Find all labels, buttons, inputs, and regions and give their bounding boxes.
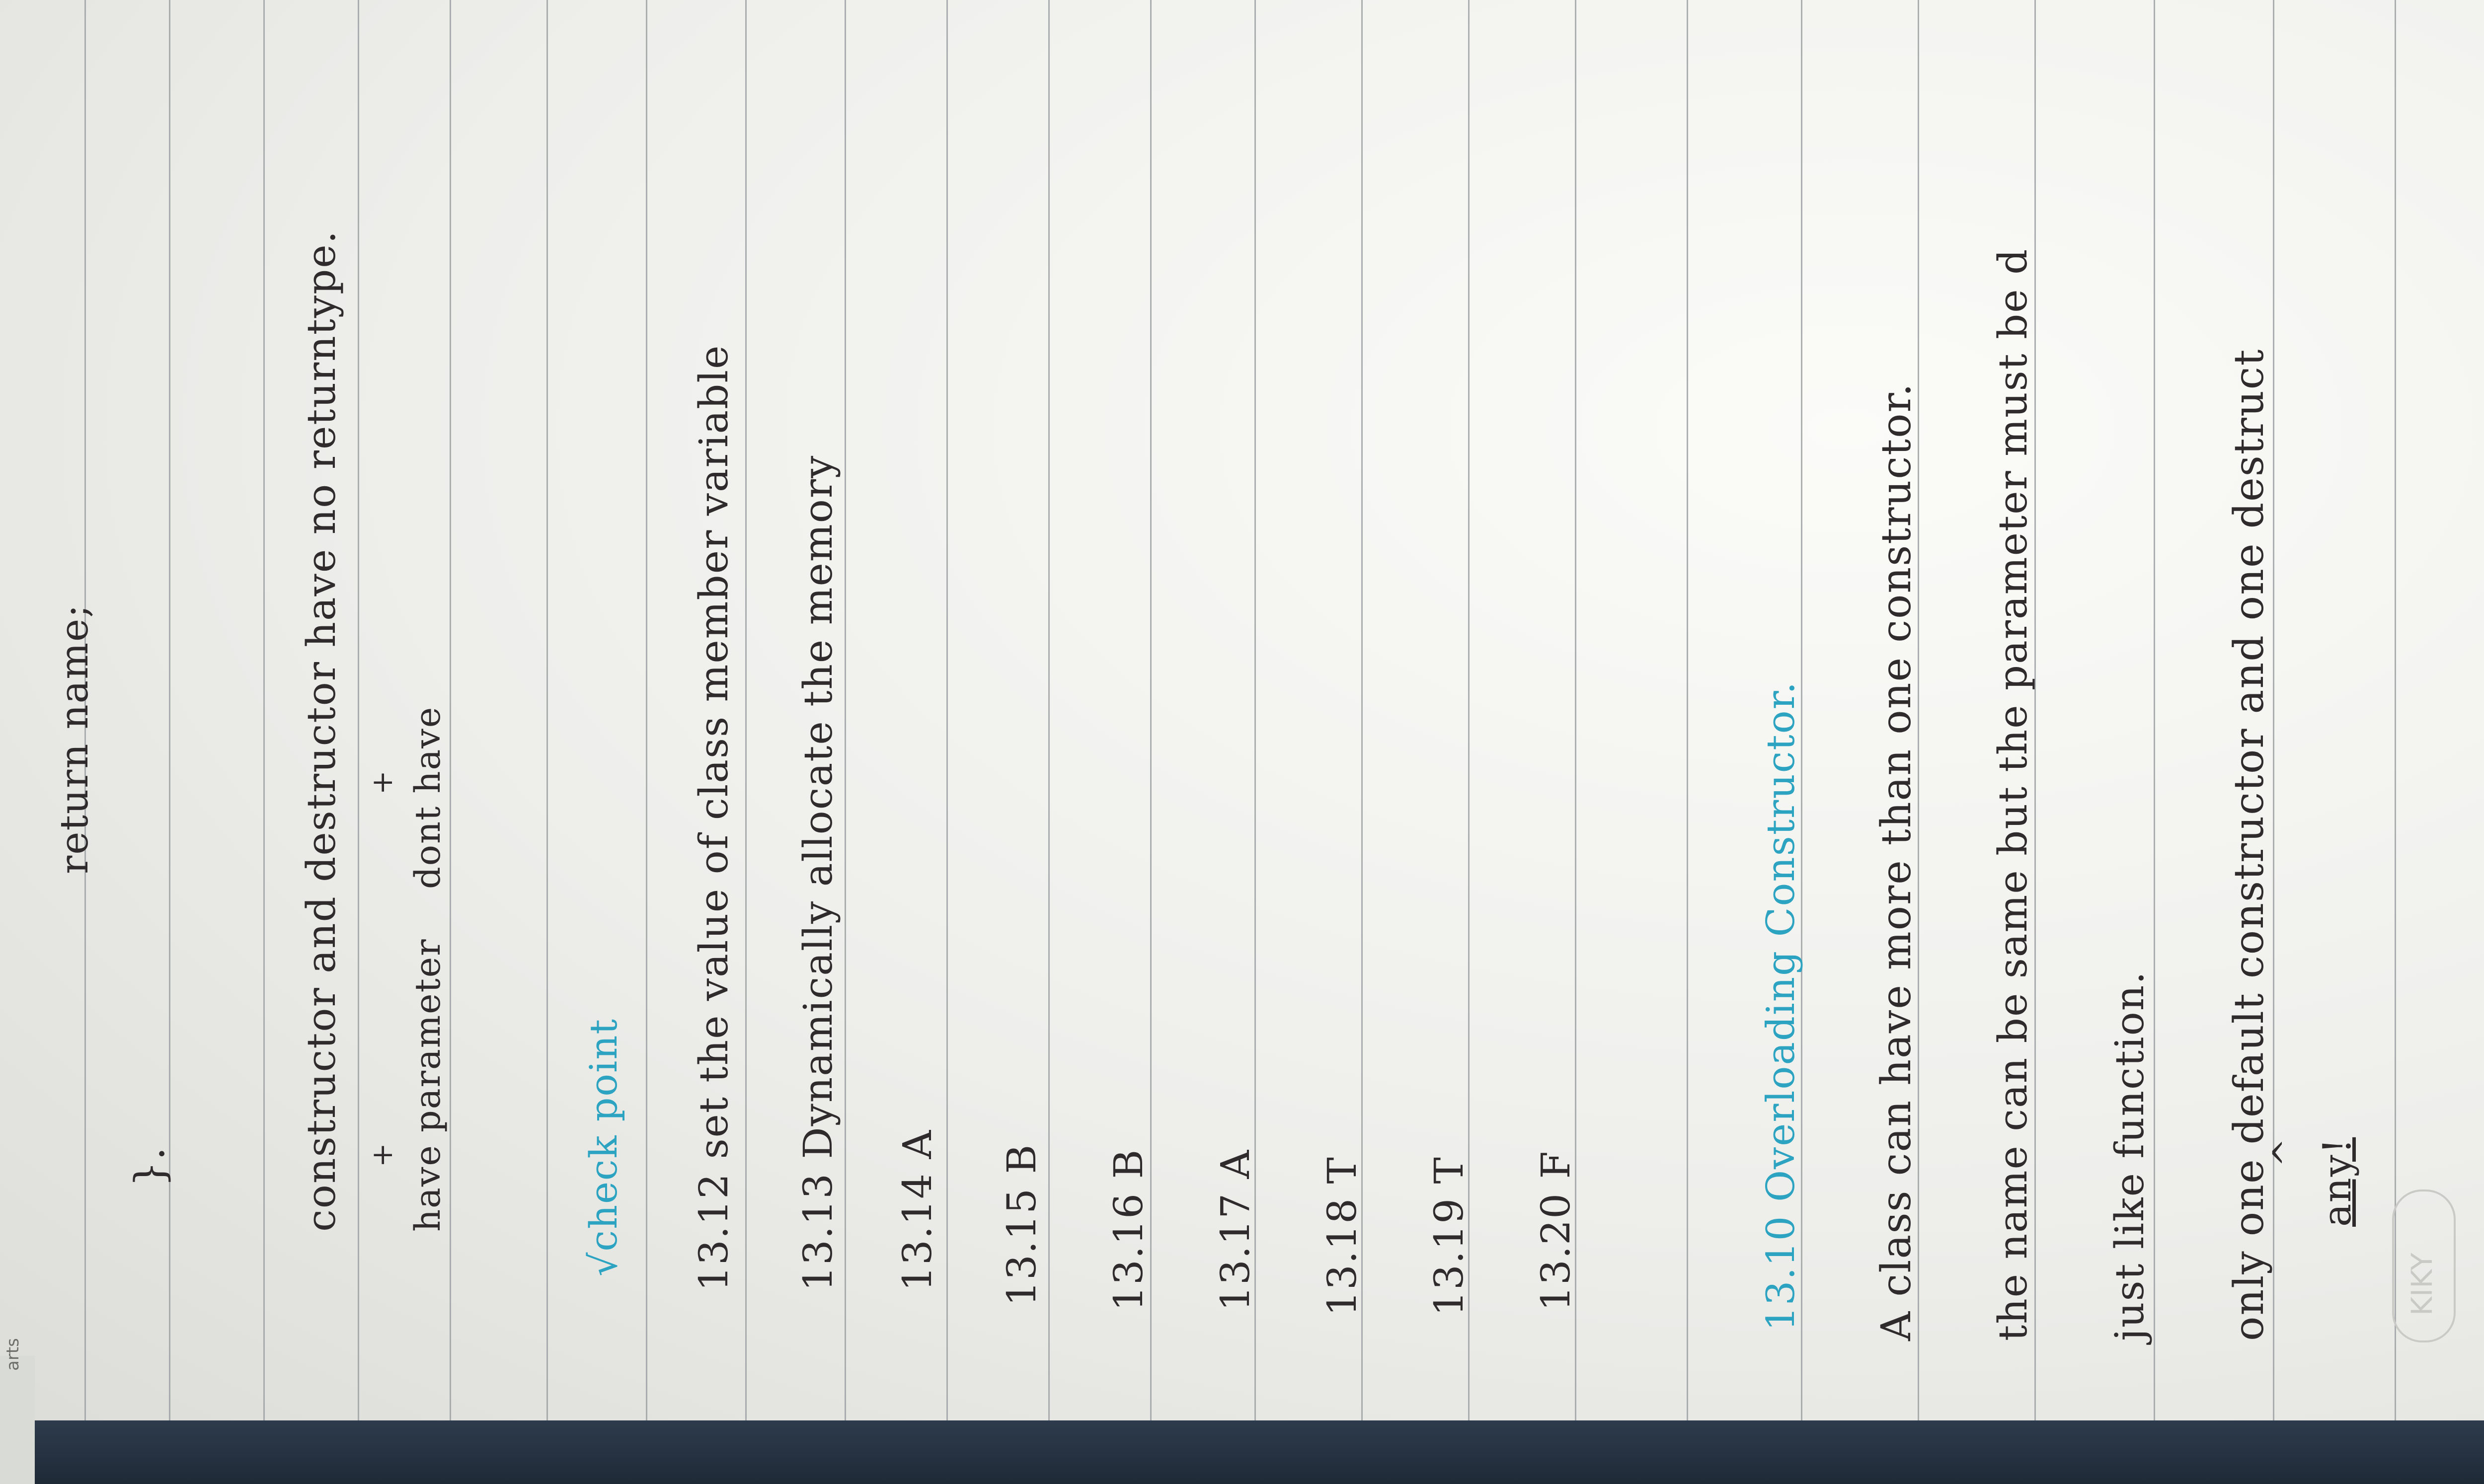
answer-13-20: 13.20 F xyxy=(1533,1150,1579,1311)
answer-13-18: 13.18 T xyxy=(1319,1156,1365,1316)
ruled-line xyxy=(169,0,170,1430)
kiky-stamp-text: KIKY xyxy=(2405,1253,2439,1316)
line-return-name: return name; xyxy=(52,603,97,874)
check-point-heading: √check point xyxy=(581,1018,625,1276)
plus-mark-2: + xyxy=(365,769,399,795)
ruled-line xyxy=(745,0,747,1430)
text-just-like-function: just like function. xyxy=(2106,970,2153,1341)
line-closing-brace: }. xyxy=(127,1146,174,1187)
ruled-line xyxy=(450,0,451,1430)
ruled-line xyxy=(263,0,265,1430)
note-any: any! xyxy=(2315,1137,2360,1227)
kiky-stamp xyxy=(2392,1189,2456,1342)
text-class-more-than-one-constructor: A class can have more than one constructor. xyxy=(1873,382,1920,1341)
text-only-one-default-constructor: only one default constructor and one destruct xyxy=(2226,348,2273,1341)
answer-13-17: 13.17 A xyxy=(1212,1149,1258,1311)
answer-13-13: 13.13 Dynamically allocate the memory xyxy=(795,454,841,1291)
ruled-line xyxy=(1687,0,1688,1430)
corner-paper-scrap xyxy=(0,1338,35,1484)
note-have-parameter: have parameter xyxy=(407,938,448,1232)
ruled-line xyxy=(358,0,359,1430)
answer-13-12: 13.12 set the value of class member variable xyxy=(691,344,737,1291)
answer-13-19: 13.19 T xyxy=(1426,1156,1472,1316)
ruled-line xyxy=(646,0,647,1430)
ruled-line xyxy=(546,0,548,1430)
answer-13-14: 13.14 A xyxy=(894,1129,940,1291)
line-constructor-destructor: constructor and destructor have no returntype. xyxy=(298,229,344,1232)
note-dont-have: dont have xyxy=(407,706,448,889)
ruled-line xyxy=(2273,0,2274,1430)
desk-edge xyxy=(0,1420,2484,1484)
section-title-overloading-constructor: 13.10 Overloading Constructor. xyxy=(1759,680,1803,1331)
plus-mark: + xyxy=(365,1142,399,1167)
ruled-line xyxy=(1048,0,1050,1430)
answer-13-16: 13.16 B xyxy=(1105,1148,1152,1311)
corner-scrap-text: arts xyxy=(3,1338,23,1371)
answer-13-15: 13.15 B xyxy=(999,1143,1045,1306)
ruled-line xyxy=(845,0,846,1430)
ruled-line xyxy=(946,0,948,1430)
text-name-same-parameter-different: the name can be same but the parameter must be d xyxy=(1990,248,2036,1341)
caret-mark: ^ xyxy=(2265,1137,2306,1167)
ruled-line xyxy=(2154,0,2155,1430)
